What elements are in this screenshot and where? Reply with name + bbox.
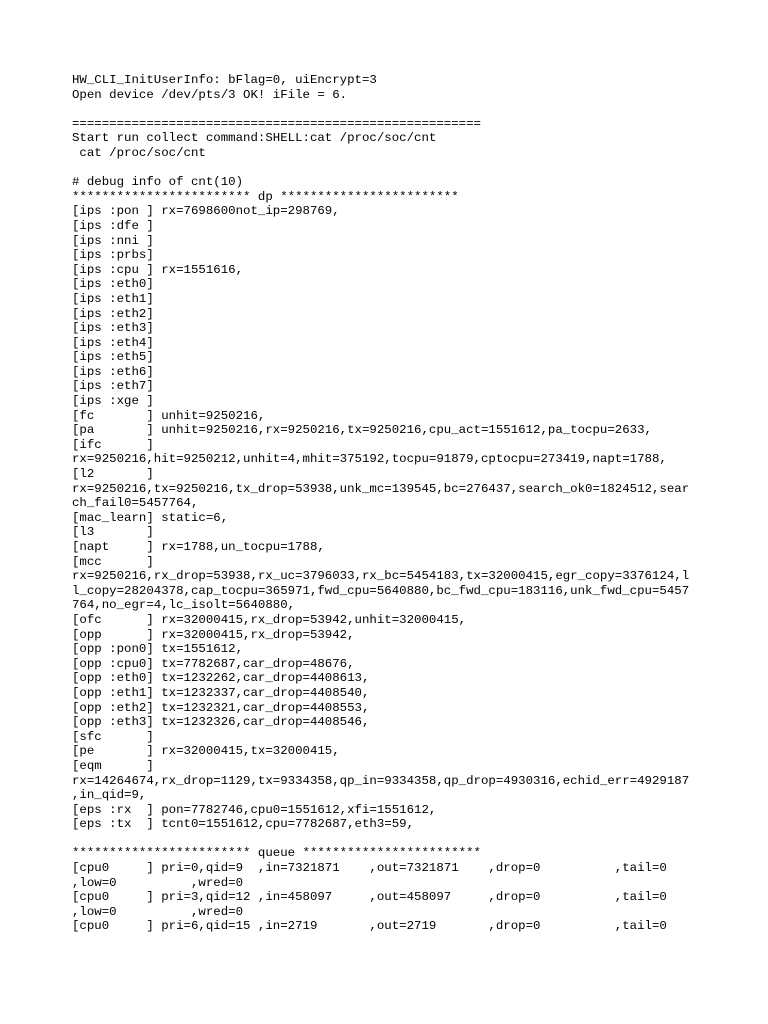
log-line: Open device /dev/pts/3 OK! iFile = 6. (72, 87, 348, 102)
log-line: [fc ] unhit=9250216, (72, 408, 266, 423)
log-line: [ips :eth3] (72, 321, 154, 336)
log-line: [cpu0 ] pri=3,qid=12 ,in=458097 ,out=458097 ,drop=0 ,tail=0 (72, 890, 667, 905)
log-line: [ips :xge ] (72, 394, 154, 409)
log-line: rx=9250216,tx=9250216,tx_drop=53938,unk_mc=139545,bc=276437,search_ok0=1824512,sear (72, 481, 690, 496)
log-line: HW_CLI_InitUserInfo: bFlag=0, uiEncrypt=3 (72, 73, 377, 87)
log-line: [cpu0 ] pri=0,qid=9 ,in=7321871 ,out=7321871 ,drop=0 ,tail=0 (72, 861, 667, 876)
log-line: [ips :eth4] (72, 335, 154, 350)
log-line: rx=9250216,hit=9250212,unhit=4,mhit=375192,tocpu=91879,cptocpu=273419,napt=1788, (72, 452, 667, 467)
log-line: [pe ] rx=32000415,tx=32000415, (72, 744, 340, 759)
log-line: [ifc ] (72, 437, 154, 452)
log-line: [ips :eth1] (72, 291, 154, 306)
log-line: [opp :eth0] tx=1232262,car_drop=4408613, (72, 671, 370, 686)
log-line: Start run collect command:SHELL:cat /proc/soc/cnt (72, 131, 437, 146)
log-line: ,low=0 ,wred=0 (72, 904, 244, 919)
log-line: [ips :eth0] (72, 277, 154, 292)
log-line: [opp :eth3] tx=1232326,car_drop=4408546, (72, 715, 370, 730)
log-line: [eps :rx ] pon=7782746,cpu0=1551612,xfi=1551612, (72, 802, 437, 817)
log-line: [opp :eth1] tx=1232337,car_drop=4408540, (72, 685, 370, 700)
log-line: [eqm ] (72, 758, 154, 773)
log-line: [l3 ] (72, 525, 154, 540)
log-line: rx=9250216,rx_drop=53938,rx_uc=3796033,rx_bc=5454183,tx=32000415,egr_copy=3376124,l (72, 569, 690, 584)
log-line: [opp ] rx=32000415,rx_drop=53942, (72, 627, 355, 642)
log-line: [napt ] rx=1788,un_tocpu=1788, (72, 540, 325, 554)
log-line: [ips :nni ] (72, 233, 154, 248)
log-line: [l2 ] (72, 467, 154, 482)
log-line: ,in_qid=9, (72, 788, 147, 803)
log-line (72, 832, 752, 847)
log-line (72, 102, 752, 117)
log-line: [opp :cpu0] tx=7782687,car_drop=48676, (72, 656, 355, 671)
log-line: # debug info of cnt(10) (72, 175, 244, 190)
log-line: [ips :eth2] (72, 306, 154, 321)
log-line: [ips :pon ] rx=7698600not_ip=298769, (72, 204, 340, 219)
log-line: [opp :eth2] tx=1232321,car_drop=4408553, (72, 700, 370, 715)
log-line: [ofc ] rx=32000415,rx_drop=53942,unhit=32000415, (72, 612, 467, 627)
log-line: ======================================================= (72, 116, 481, 131)
log-line: [ips :prbs] (72, 248, 154, 263)
console-log (72, 73, 752, 934)
log-line: rx=14264674,rx_drop=1129,tx=9334358,qp_in=9334358,qp_drop=4930316,echid_err=4929187 (72, 773, 690, 788)
log-line: ch_fail0=5457764, (72, 496, 199, 511)
log-line: [cpu0 ] pri=6,qid=15 ,in=2719 ,out=2719 ,drop=0 ,tail=0 (72, 919, 667, 934)
log-line: [opp :pon0] tx=1551612, (72, 642, 244, 657)
log-line: [eps :tx ] tcnt0=1551612,cpu=7782687,eth3=59, (72, 817, 415, 832)
log-line: [ips :cpu ] rx=1551616, (72, 262, 244, 277)
log-line: ************************ queue ************************ (72, 846, 481, 861)
log-line: [ips :eth5] (72, 350, 154, 365)
log-line: l_copy=28204378,cap_tocpu=365971,fwd_cpu=5640880,bc_fwd_cpu=183116,unk_fwd_cpu=5457 (72, 583, 690, 598)
log-line: cat /proc/soc/cnt (72, 145, 206, 160)
log-line: [pa ] unhit=9250216,rx=9250216,tx=9250216,cpu_act=1551612,pa_tocpu=2633, (72, 423, 652, 438)
log-line: 764,no_egr=4,lc_isolt=5640880, (72, 598, 296, 613)
log-line: [sfc ] (72, 729, 154, 744)
log-line: ,low=0 ,wred=0 (72, 875, 244, 890)
log-line: [mcc ] (72, 554, 154, 569)
log-line: [ips :eth7] (72, 379, 154, 394)
log-line: [ips :eth6] (72, 364, 154, 379)
log-line (72, 161, 752, 176)
log-line: ************************ dp ************************ (72, 189, 459, 204)
log-line: [mac_learn] static=6, (72, 510, 229, 525)
log-line: [ips :dfe ] (72, 218, 154, 233)
